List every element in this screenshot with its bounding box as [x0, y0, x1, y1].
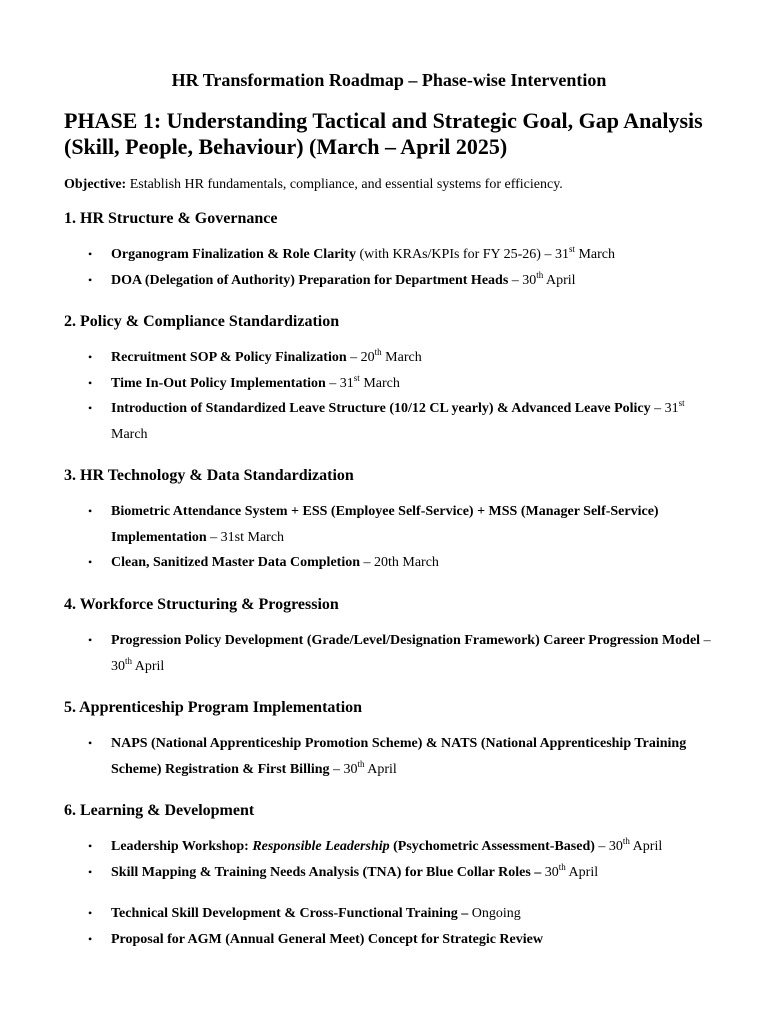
section-heading: 5. Apprenticeship Program Implementation: [64, 699, 363, 716]
section-heading: 2. Policy & Compliance Standardization: [64, 313, 340, 330]
item-bold-text: Biometric Attendance System + ESS (Employee Self-Service) + MSS (Manager Self-Service) Implementation: [111, 504, 659, 545]
bullet-list: [64, 242, 714, 293]
bullet-icon: •: [88, 864, 93, 879]
item-text: – 30: [329, 761, 358, 777]
list-item: [64, 550, 714, 576]
objective-paragraph: [64, 175, 714, 195]
section-policy-compliance: [64, 311, 714, 447]
list-item: [64, 499, 714, 550]
item-text-suffix: March: [381, 350, 422, 365]
section-hr-structure: [64, 208, 714, 293]
document-title: HR Transformation Roadmap – Phase-wise Intervention: [171, 70, 607, 90]
section-workforce-structuring: [64, 594, 714, 679]
item-text-suffix: April: [629, 839, 663, 854]
bullet-list: [64, 499, 714, 576]
item-bold-text: DOA (Delegation of Authority) Preparation for Department Heads: [111, 272, 509, 288]
item-bold-text: Introduction of Standardized Leave Structure (10/12 CL yearly) & Advanced Leave Policy: [111, 401, 651, 416]
item-superscript: st: [678, 398, 685, 408]
item-text-suffix: March: [111, 426, 148, 442]
bullet-icon: •: [88, 272, 93, 287]
bullet-icon: •: [88, 931, 93, 946]
bullet-list: [64, 345, 714, 447]
item-text-suffix: April: [565, 864, 599, 880]
item-bold-text: Recruitment SOP & Policy Finalization: [111, 350, 347, 365]
bullet-icon: •: [88, 247, 93, 261]
bullet-icon: •: [88, 555, 93, 569]
bullet-icon: •: [88, 736, 93, 750]
item-text: Ongoing: [468, 906, 521, 921]
list-item: [64, 901, 714, 927]
item-text: – 31st March: [206, 529, 285, 545]
bullet-icon: •: [88, 350, 93, 364]
section-learning-development: [64, 800, 714, 952]
item-bold-italic-text: Responsible Leadership: [252, 839, 390, 854]
section-heading: 3. HR Technology & Data Standardization: [64, 467, 354, 484]
section-apprenticeship: [64, 697, 714, 782]
item-text: – 30: [594, 839, 623, 854]
bullet-icon: •: [88, 906, 93, 920]
bullet-list: [64, 834, 714, 885]
item-superscript: th: [125, 655, 133, 666]
item-text: – 30: [508, 272, 537, 288]
item-bold-text: Skill Mapping & Training Needs Analysis (TNA) for Blue Collar Roles –: [111, 864, 542, 880]
objective-label: Objective:: [64, 177, 127, 192]
item-text: – 20: [346, 350, 375, 365]
item-text: (with KRAs/KPIs for FY 25-26) – 31: [355, 247, 569, 262]
section-heading: 1. HR Structure & Governance: [64, 210, 278, 227]
item-text: 30: [541, 864, 559, 880]
item-superscript: st: [568, 244, 575, 254]
item-text: – 31: [325, 375, 354, 391]
item-text-suffix: March: [574, 247, 616, 262]
list-item: [64, 268, 714, 294]
item-bold-text: Organogram Finalization & Role Clarity: [111, 247, 356, 262]
bullet-list: [64, 628, 714, 679]
item-superscript: st: [353, 372, 360, 383]
objective-text: Establish HR fundamentals, compliance, and essential systems for efficiency.: [126, 177, 563, 192]
section-hr-technology: [64, 465, 714, 576]
bullet-icon: •: [88, 839, 93, 853]
item-superscript: th: [536, 269, 544, 280]
bullet-icon: •: [88, 375, 93, 390]
item-bold-text: Leadership Workshop:: [111, 839, 253, 854]
section-heading: 6. Learning & Development: [64, 802, 255, 819]
item-superscript: th: [374, 347, 382, 357]
list-item: [64, 396, 714, 447]
list-item: [64, 242, 714, 268]
item-text-suffix: April: [543, 272, 576, 288]
item-bold-text: Progression Policy Development (Grade/Level/Designation Framework) Career Progression Model: [111, 633, 701, 648]
item-bold-text: Clean, Sanitized Master Data Completion: [111, 555, 360, 570]
item-text-suffix: April: [132, 658, 165, 674]
list-item: [64, 860, 714, 886]
bullet-list: [64, 901, 714, 952]
bullet-icon: •: [88, 504, 93, 518]
bullet-icon: •: [88, 401, 93, 415]
item-superscript: th: [357, 758, 365, 769]
item-superscript: th: [622, 836, 630, 846]
item-bold-text-2: (Psychometric Assessment-Based): [389, 839, 595, 854]
list-item: [64, 731, 714, 782]
item-bold-text: Time In-Out Policy Implementation: [111, 375, 326, 391]
item-bold-text: NAPS (National Apprenticeship Promotion Scheme) & NATS (National Apprenticeship Training Scheme) Registration & First Billing: [111, 736, 687, 777]
list-item: [64, 345, 714, 371]
bullet-icon: •: [88, 633, 93, 647]
item-text-suffix: March: [359, 375, 400, 391]
list-item: [64, 371, 714, 397]
item-text-suffix: April: [364, 761, 397, 777]
item-text: – 31: [650, 401, 679, 416]
item-superscript: th: [558, 861, 566, 872]
item-bold-text: Technical Skill Development & Cross-Functional Training –: [111, 906, 469, 921]
phase-title: PHASE 1: Understanding Tactical and Strategic Goal, Gap Analysis (Skill, People, Behaviour) (March – April 2025): [64, 108, 703, 159]
item-bold-text: Proposal for AGM (Annual General Meet) Concept for Strategic Review: [111, 931, 543, 947]
section-heading: 4. Workforce Structuring & Progression: [64, 596, 339, 613]
list-item: [64, 834, 714, 860]
item-text: – 20th March: [360, 555, 439, 570]
list-item: [64, 628, 714, 679]
bullet-list: [64, 731, 714, 782]
list-item: [64, 927, 714, 953]
item-text: – 30: [111, 633, 711, 674]
